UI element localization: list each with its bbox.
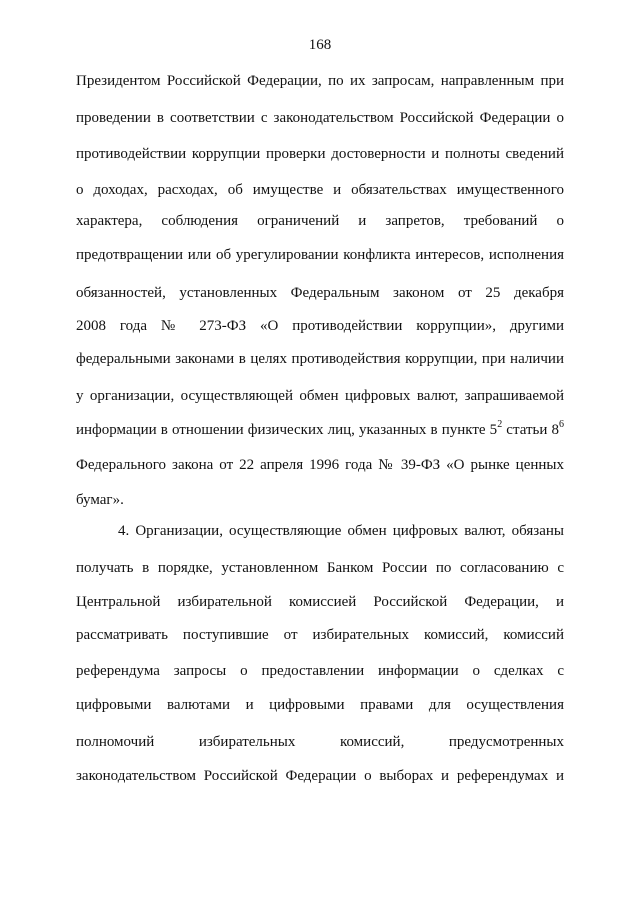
text-line: бумаг». <box>76 492 124 508</box>
text-line: проведении в соответствии с законодательством Российской Федерации о <box>76 110 564 126</box>
text-line: характера, соблюдения ограничений и запретов, требований о <box>76 213 564 229</box>
line-text-middle: статьи 8 <box>502 422 559 438</box>
text-line: 4. Организации, осуществляющие обмен цифровых валют, обязаны <box>118 523 564 539</box>
text-line: 2008 года № 273-ФЗ «О противодействии коррупции», другими <box>76 318 564 334</box>
text-line: законодательством Российской Федерации о выборах и референдумах и <box>76 768 564 784</box>
text-line: федеральными законами в целях противодействия коррупции, при наличии <box>76 351 564 367</box>
text-line: полномочий избирательных комиссий, предусмотренных <box>76 734 564 750</box>
text-line: референдума запросы о предоставлении информации о сделках с <box>76 663 564 679</box>
superscript: 6 <box>559 419 564 430</box>
text-line: о доходах, расходах, об имуществе и обязательствах имущественного <box>76 182 564 198</box>
text-line: предотвращении или об урегулировании конфликта интересов, исполнения <box>76 247 564 263</box>
text-line: обязанностей, установленных Федеральным законом от 25 декабря <box>76 285 564 301</box>
text-line: получать в порядке, установленном Банком России по согласованию с <box>76 560 564 576</box>
text-line: рассматривать поступившие от избирательных комиссий, комиссий <box>76 627 564 643</box>
text-line: цифровыми валютами и цифровыми правами для осуществления <box>76 697 564 713</box>
text-line: Президентом Российской Федерации, по их запросам, направленным при <box>76 73 564 89</box>
text-line: у организации, осуществляющей обмен цифровых валют, запрашиваемой <box>76 388 564 404</box>
line-text-start: информации в отношении физических лиц, указанных в пункте 5 <box>76 422 498 438</box>
text-line-with-superscripts <box>76 421 564 439</box>
text-line: противодействии коррупции проверки достоверности и полноты сведений <box>76 146 564 162</box>
text-line: Федерального закона от 22 апреля 1996 года № 39-ФЗ «О рынке ценных <box>76 457 564 473</box>
page-number: 168 <box>308 37 332 53</box>
superscript: 2 <box>497 419 503 430</box>
text-line: Центральной избирательной комиссией Российской Федерации, и <box>76 594 564 610</box>
